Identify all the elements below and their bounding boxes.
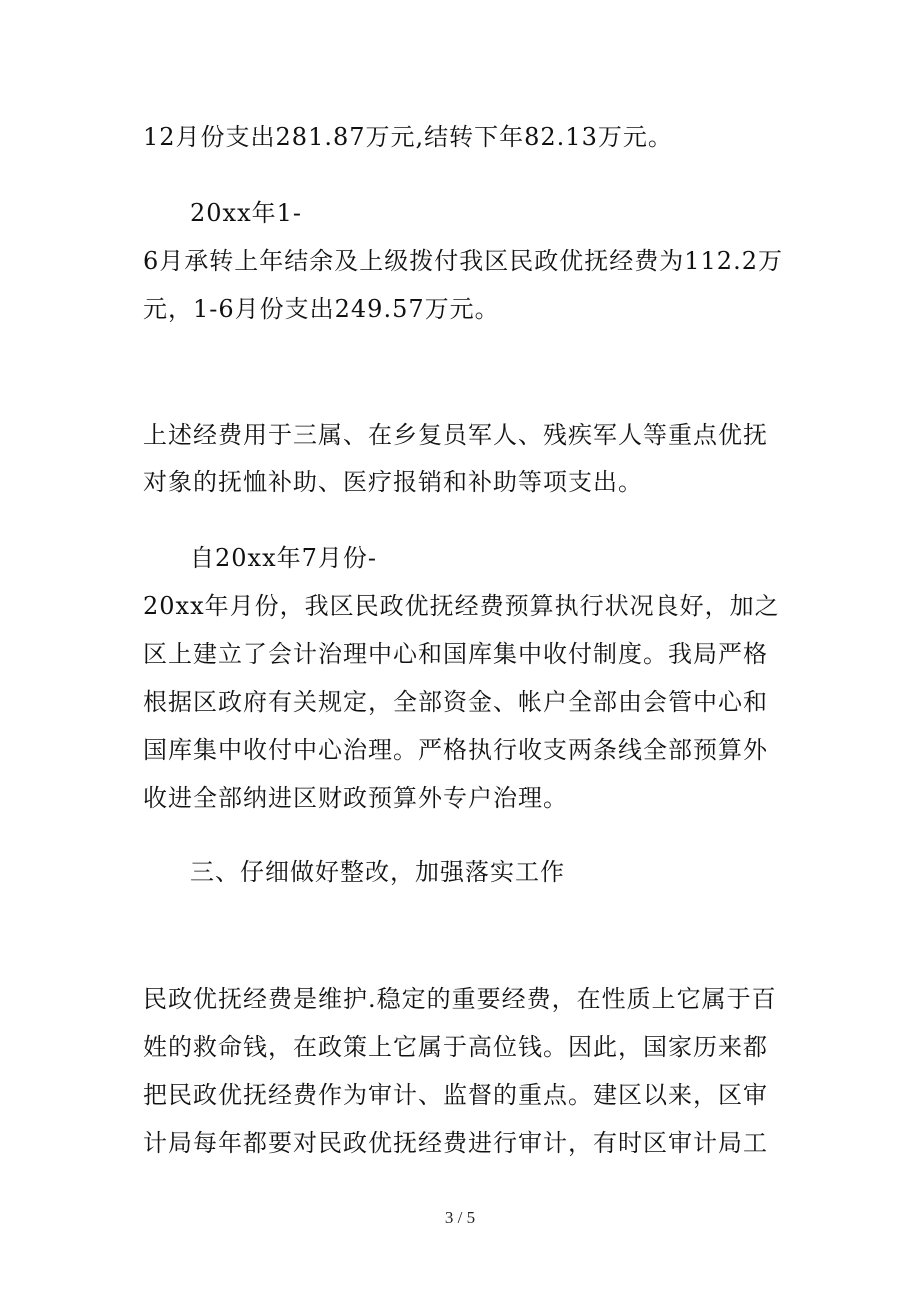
section-heading: 三、仔细做好整改，加强落实工作 — [190, 858, 565, 886]
text-line: 上述经费用于三属、在乡复员军人、残疾军人等重点优抚 — [143, 421, 768, 449]
text-line: 6月承转上年结余及上级拨付我区民政优抚经费为112.2万 — [143, 247, 783, 275]
text-line: 收进全部纳进区财政预算外专户治理。 — [143, 784, 568, 812]
text-line: 把民政优抚经费作为审计、监督的重点。建区以来，区审 — [143, 1081, 768, 1109]
text-line: 根据区政府有关规定，全部资金、帐户全部由会管中心和 — [143, 688, 768, 716]
text-line: 12月份支出281.87万元,结转下年82.13万元。 — [143, 123, 673, 151]
text-line: 民政优抚经费是维护.稳定的重要经费，在性质上它属于百 — [143, 985, 777, 1013]
text-line: 20xx年月份，我区民政优抚经费预算执行状况良好，加之 — [143, 592, 780, 620]
text-line: 国库集中收付中心治理。严格执行收支两条线全部预算外 — [143, 736, 768, 764]
text-line: 姓的救命钱，在政策上它属于高位钱。因此，国家历来都 — [143, 1033, 768, 1061]
text-line: 对象的抚恤补助、医疗报销和补助等项支出。 — [143, 468, 643, 496]
text-line: 区上建立了会计治理中心和国库集中收付制度。我局严格 — [143, 640, 768, 668]
text-line: 元，1-6月份支出249.57万元。 — [143, 295, 500, 323]
text-line: 计局每年都要对民政优抚经费进行审计，有时区审计局工 — [143, 1129, 768, 1157]
text-line: 自20xx年7月份- — [190, 544, 377, 572]
text-line: 20xx年1- — [190, 199, 302, 227]
page-number: 3 / 5 — [444, 1208, 476, 1227]
